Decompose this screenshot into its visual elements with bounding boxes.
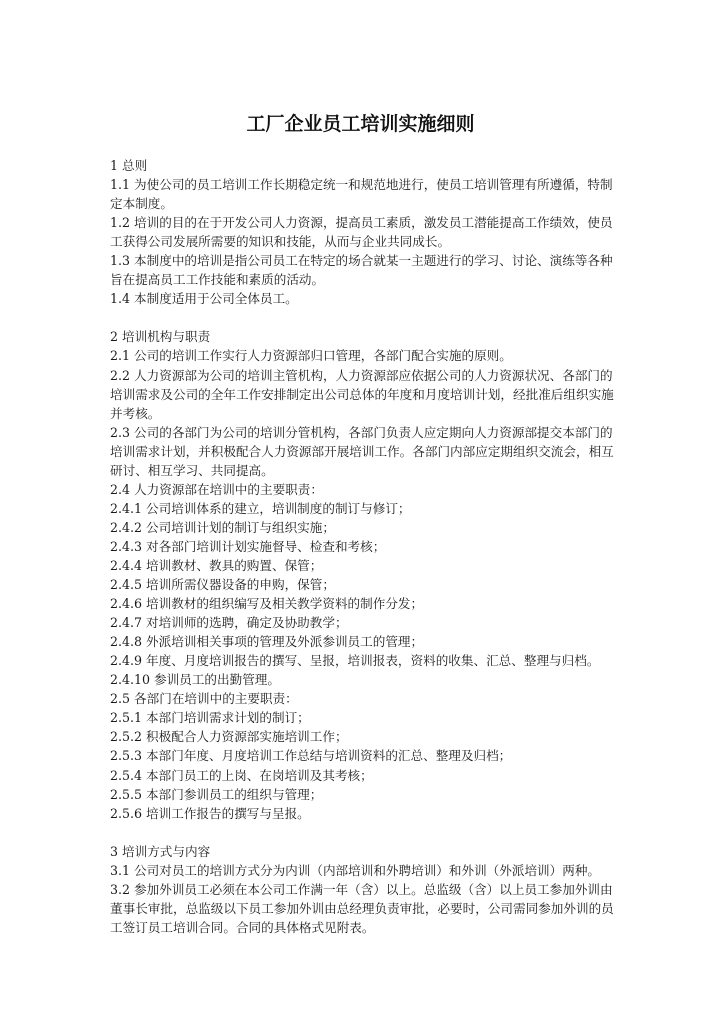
text-line: 1.3 本制度中的培训是指公司员工在特定的场合就某一主题进行的学习、讨论、演练等各种 xyxy=(110,253,613,269)
text-line: 2.5.3 本部门年度、月度培训工作总结与培训资料的汇总、整理及归档； xyxy=(110,748,512,764)
text-line: 3.2 参加外训员工必须在本公司工作满一年（含）以上。总监级（含）以上员工参加外训由 xyxy=(110,881,613,897)
text-line: 2.4.5 培训所需仪器设备的申购，保管； xyxy=(110,577,335,593)
document-title: 工厂企业员工培训实施细则 xyxy=(246,113,475,135)
text-line: 2.4.1 公司培训体系的建立，培训制度的制订与修订； xyxy=(110,500,411,516)
text-line: 董事长审批，总监级以下员工参加外训由总经理负责审批，必要时，公司需同参加外训的员 xyxy=(110,900,614,916)
text-line: 2.5 各部门在培训中的主要职责： xyxy=(110,691,298,707)
text-line: 2.3 公司的各部门为公司的培训分管机构，各部门负责人应定期向人力资源部提交本部门的 xyxy=(110,424,613,440)
text-line: 2.1 公司的培训工作实行人力资源部归口管理，各部门配合实施的原则。 xyxy=(110,348,512,364)
text-line: 工获得公司发展所需要的知识和技能，从而与企业共同成长。 xyxy=(110,234,451,250)
text-line: 3 培训方式与内容 xyxy=(110,843,211,859)
text-line: 2.4.2 公司培训计划的制订与组织实施； xyxy=(110,519,335,535)
text-line: 培训需求及公司的全年工作安排制定出公司总体的年度和月度培训计划，经批准后组织实施 xyxy=(110,386,614,402)
text-line: 并考核。 xyxy=(110,405,161,421)
blank-line xyxy=(110,823,614,842)
text-line: 2.4.4 培训教材、教具的购置、保管； xyxy=(110,557,323,573)
text-line: 旨在提高员工工作技能和素质的活动。 xyxy=(110,272,325,288)
blank-line xyxy=(110,308,614,327)
text-line: 1.1 为使公司的员工培训工作长期稳定统一和规范地进行，使员工培训管理有所遵循，特制 xyxy=(110,177,613,193)
document-body xyxy=(110,156,614,937)
text-line: 2.4.7 对培训师的选聘，确定及协助教学； xyxy=(110,615,348,631)
text-line: 2.4 人力资源部在培训中的主要职责： xyxy=(110,481,323,497)
text-line: 2.4.10 参训员工的出勤管理。 xyxy=(110,672,280,688)
text-line: 2 培训机构与职责 xyxy=(110,329,211,345)
text-line: 2.5.6 培训工作报告的撰写与呈报。 xyxy=(110,805,310,821)
text-line: 2.4.3 对各部门培训计划实施督导、检查和考核； xyxy=(110,538,386,554)
text-line: 2.5.5 本部门参训员工的组织与管理； xyxy=(110,786,323,802)
text-line: 2.2 人力资源部为公司的培训主管机构，人力资源部应依据公司的人力资源状况、各部门的 xyxy=(110,367,613,383)
text-line: 定本制度。 xyxy=(110,196,173,212)
text-line: 2.4.9 年度、月度培训报告的撰写、呈报，培训报表，资料的收集、汇总、整理与归档。 xyxy=(110,653,600,669)
text-line: 2.5.1 本部门培训需求计划的制订； xyxy=(110,710,310,726)
text-line: 1.2 培训的目的在于开发公司人力资源，提高员工素质，激发员工潜能提高工作绩效，使员 xyxy=(110,215,613,231)
text-line: 工签订员工培训合同。合同的具体格式见附表。 xyxy=(110,919,375,935)
text-line: 2.4.8 外派培训相关事项的管理及外派参训员工的管理； xyxy=(110,634,424,650)
text-line: 1 总则 xyxy=(110,158,148,173)
text-line: 2.5.2 积极配合人力资源部实施培训工作； xyxy=(110,729,348,745)
text-line: 培训需求计划，并积极配合人力资源部开展培训工作。各部门内部应定期组织交流会，相互 xyxy=(110,443,614,459)
text-line: 3.1 公司对员工的培训方式分为内训（内部培训和外聘培训）和外训（外派培训）两种。 xyxy=(110,862,601,878)
text-line: 研讨、相互学习、共同提高。 xyxy=(110,462,274,478)
text-line: 1.4 本制度适用于公司全体员工。 xyxy=(110,291,298,307)
text-line: 2.5.4 本部门员工的上岗、在岗培训及其考核； xyxy=(110,767,373,783)
text-line: 2.4.6 培训教材的组织编写及相关教学资料的制作分发； xyxy=(110,596,424,612)
